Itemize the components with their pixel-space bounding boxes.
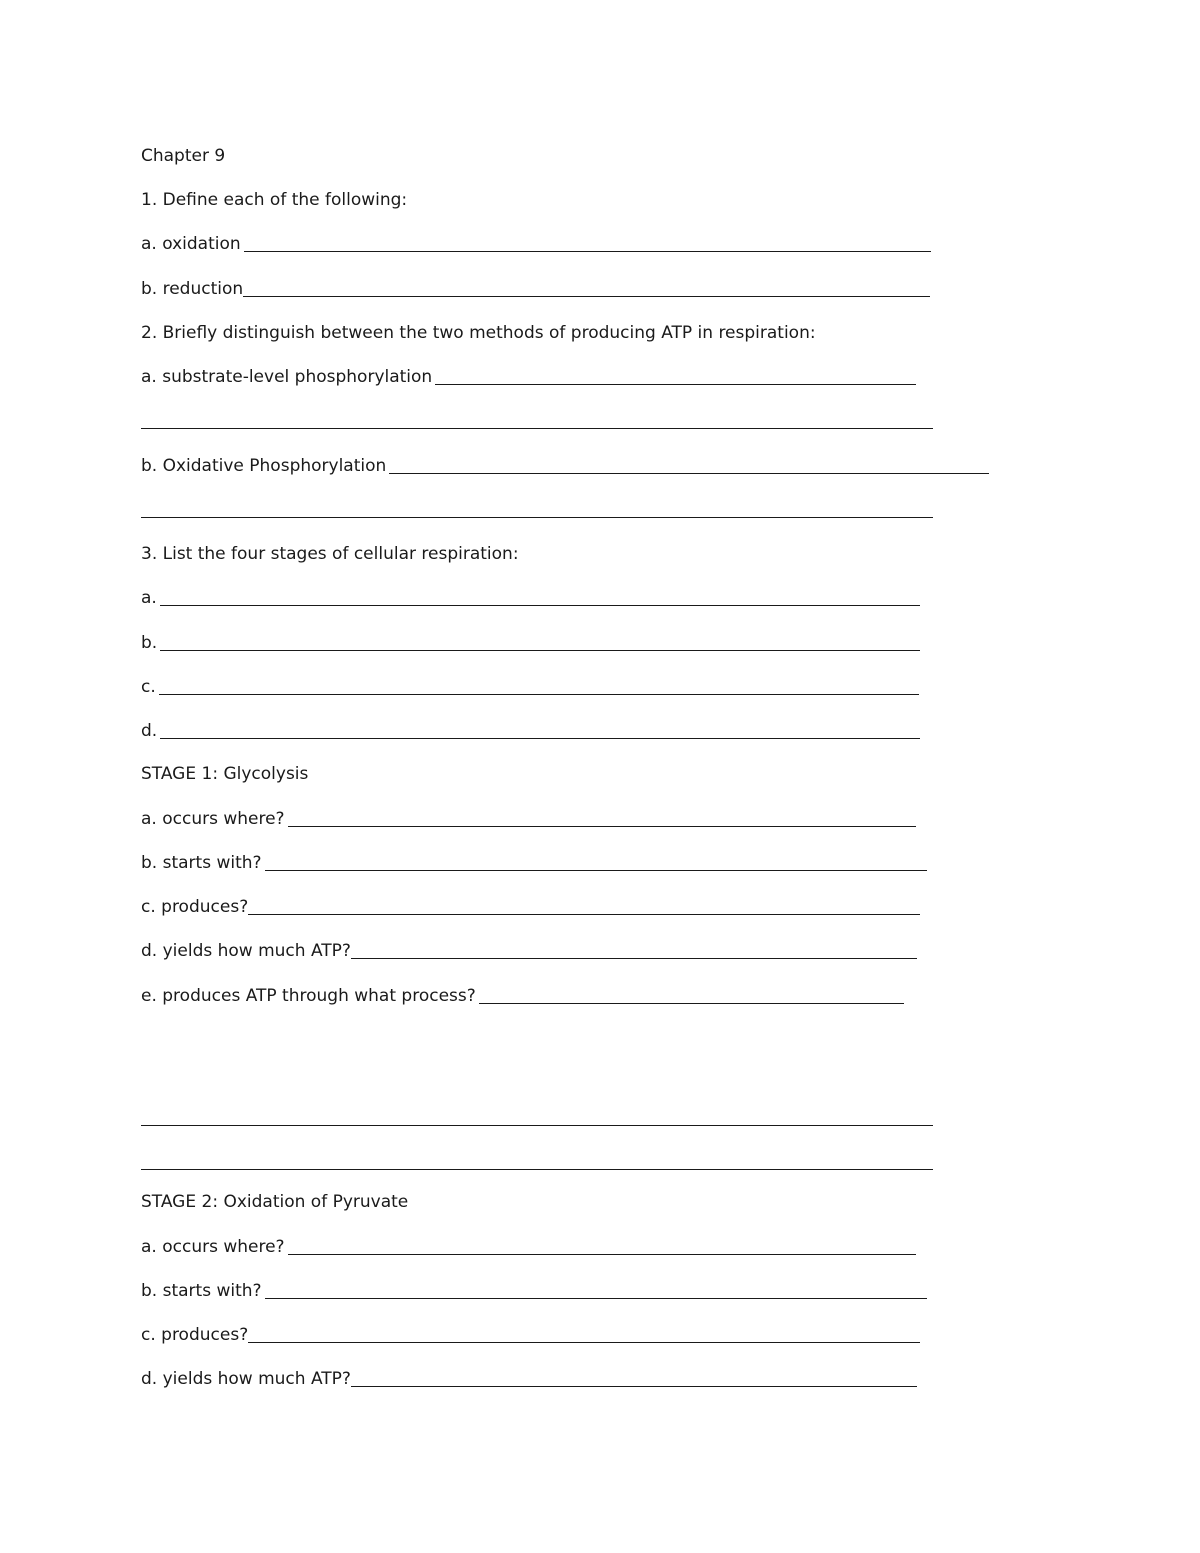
stage-2b-label: b. starts with? [141, 1281, 262, 1301]
answer-blank-2b-line2[interactable] [141, 516, 933, 518]
answer-blank-s2c[interactable] [248, 1341, 920, 1343]
question-1-text: 1. Define each of the following: [141, 190, 408, 210]
answer-blank-s2b[interactable] [265, 1297, 927, 1299]
question-1b-label: b. reduction [141, 279, 244, 299]
stage-1c-label: c. produces? [141, 897, 249, 917]
answer-blank-s1e[interactable] [479, 1002, 904, 1004]
stage-1-heading [141, 761, 308, 785]
answer-blank-3c[interactable] [159, 693, 919, 695]
stage-1b-label: b. starts with? [141, 853, 262, 873]
answer-blank-1a[interactable] [244, 250, 931, 252]
question-1b [141, 276, 930, 300]
answer-blank-s2d[interactable] [351, 1385, 917, 1387]
stage-1a [141, 806, 916, 830]
question-3c-label: c. [141, 677, 156, 697]
question-3d-label: d. [141, 721, 158, 741]
stage-2d-label: d. yields how much ATP? [141, 1369, 351, 1389]
question-3-text: 3. List the four stages of cellular respiration: [141, 544, 519, 564]
answer-blank-3a[interactable] [160, 604, 920, 606]
stage-1e-continuation-2 [141, 1149, 933, 1173]
stage-2a [141, 1234, 916, 1258]
question-2a-continuation [141, 408, 933, 432]
answer-blank-3b[interactable] [160, 649, 920, 651]
answer-blank-2b[interactable] [389, 472, 989, 474]
chapter-title [141, 143, 225, 167]
question-3d [141, 718, 920, 742]
stage-2c-label: c. produces? [141, 1325, 249, 1345]
question-3b [141, 630, 920, 654]
answer-blank-s1c[interactable] [248, 913, 920, 915]
question-1-prompt [141, 187, 407, 211]
question-2b-continuation [141, 497, 933, 521]
stage-1d [141, 938, 917, 962]
answer-blank-1b[interactable] [243, 295, 930, 297]
answer-blank-s1b[interactable] [265, 869, 927, 871]
answer-blank-s2a[interactable] [288, 1253, 916, 1255]
stage-2b [141, 1278, 927, 1302]
answer-blank-2a-line2[interactable] [141, 427, 933, 429]
question-1a-label: a. oxidation [141, 234, 241, 254]
question-2-text: 2. Briefly distinguish between the two methods of producing ATP in respiration: [141, 323, 816, 343]
chapter-title-text: Chapter 9 [141, 146, 226, 166]
stage-2-heading-text: STAGE 2: Oxidation of Pyruvate [141, 1192, 409, 1212]
question-2b-label: b. Oxidative Phosphorylation [141, 456, 387, 476]
question-2b [141, 453, 989, 477]
stage-1e-label: e. produces ATP through what process? [141, 986, 476, 1006]
stage-2-heading [141, 1189, 408, 1213]
stage-1b [141, 850, 927, 874]
stage-1d-label: d. yields how much ATP? [141, 941, 351, 961]
answer-blank-s1e-line3[interactable] [141, 1168, 933, 1170]
stage-2d [141, 1366, 917, 1390]
question-3a [141, 585, 920, 609]
stage-2c [141, 1322, 920, 1346]
question-3a-label: a. [141, 588, 157, 608]
answer-blank-3d[interactable] [160, 737, 920, 739]
stage-1e-continuation-1 [141, 1105, 933, 1129]
question-3c [141, 674, 919, 698]
question-1a [141, 231, 931, 255]
stage-1c [141, 894, 920, 918]
answer-blank-s1a[interactable] [288, 825, 916, 827]
stage-1a-label: a. occurs where? [141, 809, 285, 829]
question-3b-label: b. [141, 633, 158, 653]
stage-1-heading-text: STAGE 1: Glycolysis [141, 764, 309, 784]
answer-blank-s1d[interactable] [351, 957, 917, 959]
question-2a [141, 364, 916, 388]
question-2a-label: a. substrate-level phosphorylation [141, 367, 433, 387]
stage-1e [141, 983, 904, 1007]
stage-2a-label: a. occurs where? [141, 1237, 285, 1257]
question-3-prompt [141, 541, 519, 565]
answer-blank-2a[interactable] [435, 383, 916, 385]
answer-blank-s1e-line2[interactable] [141, 1124, 933, 1126]
question-2-prompt [141, 320, 816, 344]
